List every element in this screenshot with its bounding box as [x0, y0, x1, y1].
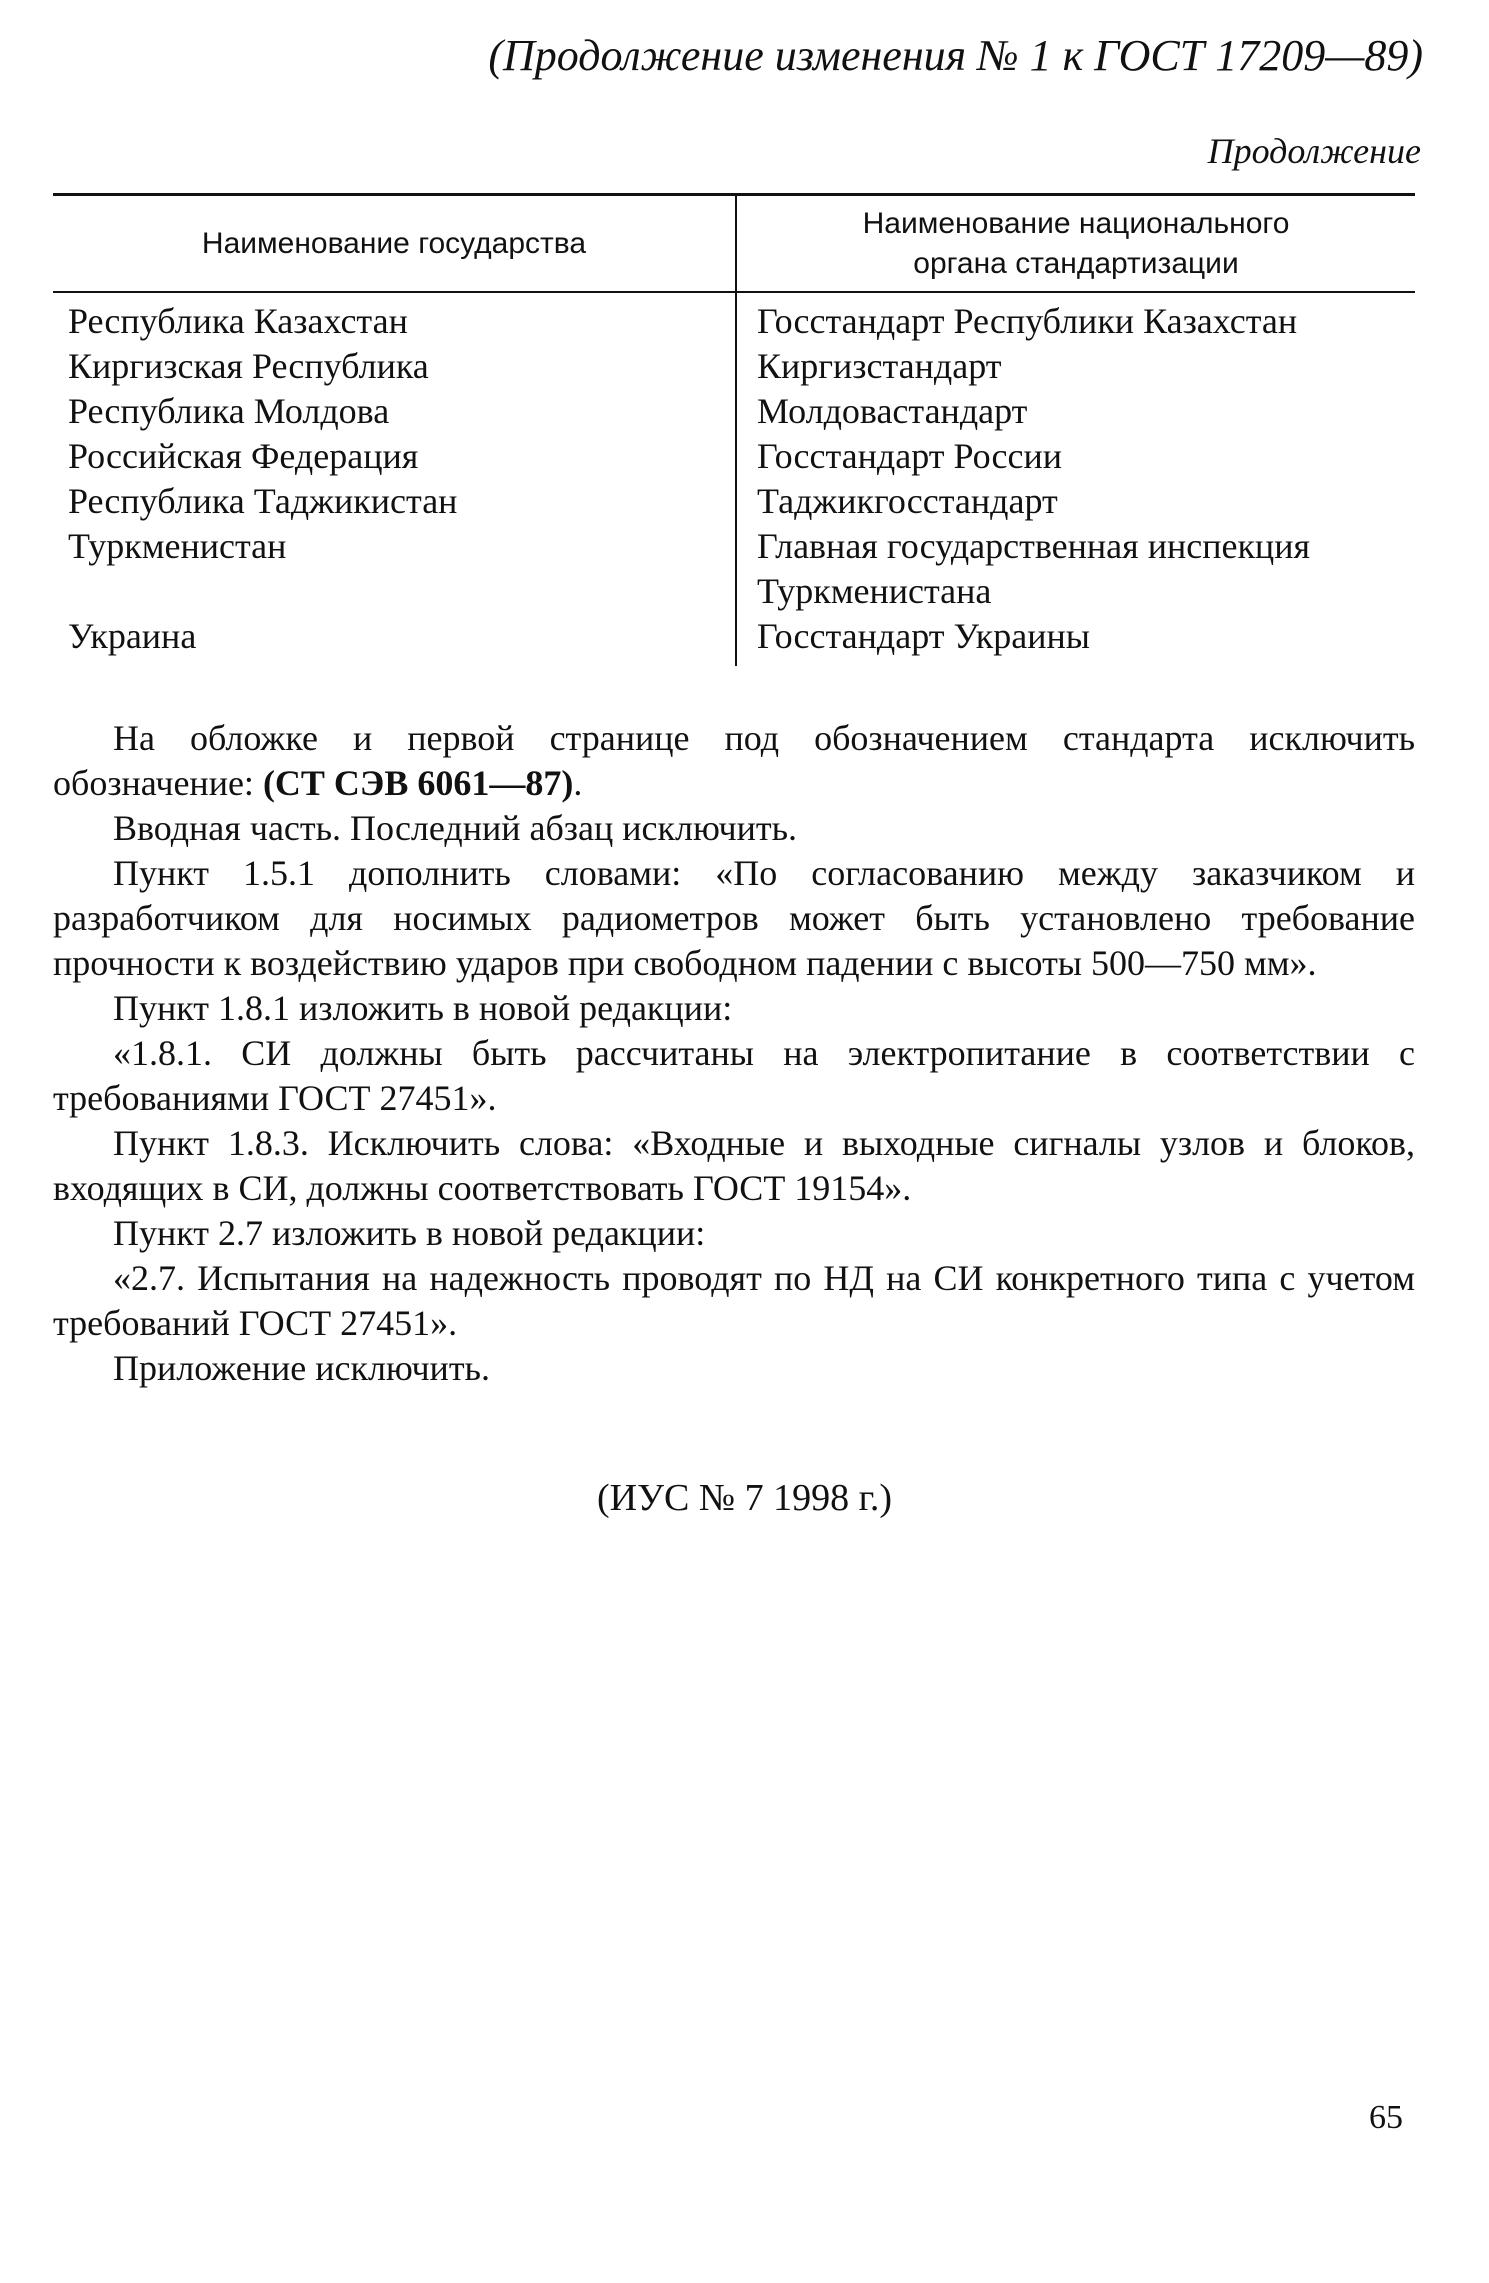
column-header-body-line2: органа стандартизации	[913, 247, 1239, 280]
ius-reference: (ИУС № 7 1998 г.)	[596, 1477, 893, 1519]
standards-bodies-table	[53, 193, 1415, 673]
document-header: (Продолжение изменения № 1 к ГОСТ 17209—89)	[488, 31, 1423, 80]
state-name: Российская Федерация	[68, 436, 419, 476]
table-row	[53, 479, 1415, 524]
standards-body-name-line1: Главная государственная инспекция	[757, 526, 1311, 566]
table-header-rule	[53, 291, 1415, 293]
standards-body-name	[735, 524, 1415, 614]
paragraph-clause-1-8-1-text: «1.8.1. СИ должны быть рассчитаны на электропитание в соответствии с требованиями ГОСТ 27451».	[53, 1033, 1415, 1118]
paragraph-clause-2-7-text: «2.7. Испытания на надежность проводят по НД на СИ конкретного типа с учетом требований ГОСТ 27451».	[53, 1258, 1415, 1343]
page-number: 65	[1369, 2099, 1403, 2136]
column-header-body	[737, 199, 1415, 289]
standards-body-name: Киргизстандарт	[757, 346, 1002, 386]
column-header-body-line1: Наименование национального	[862, 207, 1290, 240]
paragraph-clause-1-8-3: Пункт 1.8.3. Исключить слова: «Входные и выходные сигналы узлов и блоков, входящих в СИ, должны соответствовать ГОСТ 19154».	[53, 1123, 1415, 1208]
state-name: Республика Молдова	[68, 391, 390, 431]
state-name: Украина	[68, 616, 197, 656]
paragraph-introduction: Вводная часть. Последний абзац исключить.	[113, 808, 798, 848]
table-row	[53, 614, 1415, 659]
standards-body-name-line2: Туркменистана	[757, 571, 992, 611]
table-row	[53, 524, 1415, 614]
table-row	[53, 344, 1415, 389]
table-row	[53, 389, 1415, 434]
excluded-designation: (СТ СЭВ 6061—87)	[262, 763, 574, 803]
standards-body-name: Таджикгосстандарт	[757, 481, 1058, 521]
state-name: Киргизская Республика	[68, 346, 429, 386]
amendment-text	[53, 716, 1415, 1391]
paragraph-appendix: Приложение исключить.	[113, 1348, 490, 1388]
continuation-label: Продолжение	[1207, 131, 1421, 171]
standards-body-name: Молдовастандарт	[757, 391, 1028, 431]
table-row	[53, 299, 1415, 344]
paragraph-clause-2-7-intro: Пункт 2.7 изложить в новой редакции:	[113, 1213, 706, 1253]
standards-body-name: Госстандарт Украины	[757, 616, 1090, 656]
state-name: Республика Казахстан	[68, 301, 408, 341]
state-name: Республика Таджикистан	[68, 481, 458, 521]
state-name: Туркменистан	[68, 526, 287, 566]
column-header-state: Наименование государства	[201, 227, 587, 260]
table-top-rule	[53, 193, 1415, 196]
table-body	[53, 299, 1415, 659]
standards-body-name: Госстандарт России	[757, 436, 1062, 476]
paragraph-clause-1-8-1-intro: Пункт 1.8.1 изложить в новой редакции:	[113, 988, 733, 1028]
standards-body-name: Госстандарт Республики Казахстан	[757, 301, 1298, 341]
table-row	[53, 434, 1415, 479]
paragraph-clause-1-5-1: Пункт 1.5.1 дополнить словами: «По согласованию между заказчиком и разработчиком для носимых радиометров может быть установлено требование прочности к воздействию ударов при свободном падении с высоты 500—750 мм».	[53, 853, 1415, 983]
paragraph-cover-designation: На обложке и первой странице под обозначением стандарта исключить обозначение: (СТ СЭВ 6061—87).	[53, 718, 1415, 803]
